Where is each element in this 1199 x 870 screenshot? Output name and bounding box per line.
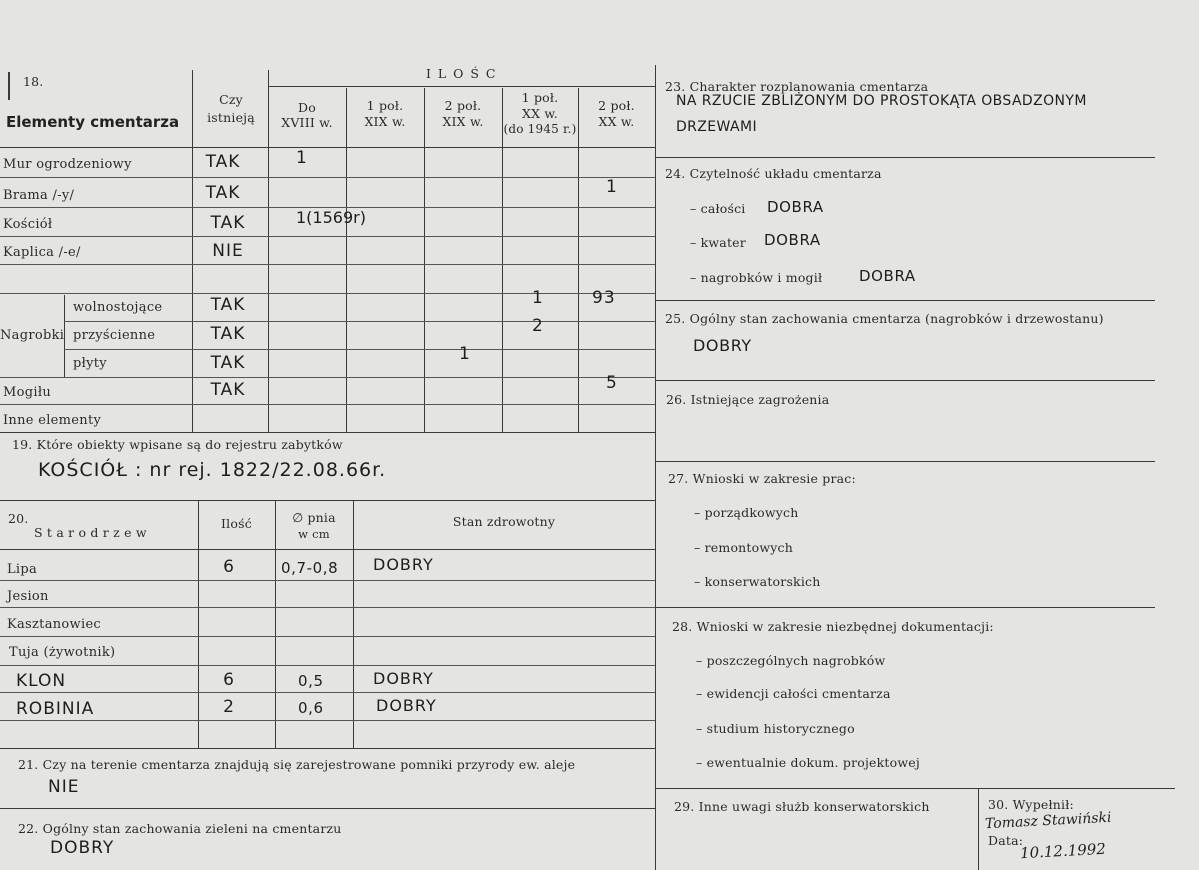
s18-row-label: Inne elementy	[3, 413, 102, 428]
s18-qty-cell: 1	[459, 344, 471, 364]
s20-row-rule	[0, 607, 655, 608]
s20-col-divider	[353, 500, 354, 748]
s23-label: 23. Charakter rozplanowania cmentarza	[665, 79, 929, 94]
s18-period-3-l2: XIX w.	[442, 114, 484, 129]
s18-row-label: płyty	[73, 356, 107, 371]
s20-header-rule	[0, 549, 655, 550]
s24-label: 24. Czytelność układu cmentarza	[665, 166, 882, 181]
s20-row-rule	[0, 580, 655, 581]
s18-period-4-l2: XX w.	[522, 106, 558, 121]
s18-row-rule	[0, 377, 655, 378]
s27-bottom-rule	[655, 607, 1155, 608]
s20-tree-name: Kasztanowiec	[7, 617, 102, 632]
s28-bottom-rule	[655, 788, 1175, 789]
s18-row-rule	[0, 177, 655, 178]
s23-bottom-rule	[655, 157, 1155, 158]
s28-item: – ewentualnie dokum. projektowej	[696, 755, 920, 770]
s18-ilosc-heading: I L O Ś C	[425, 66, 497, 81]
s20-tree-name: Tuja (żywotnik)	[9, 645, 116, 660]
s27-label: 27. Wnioski w zakresie prac:	[668, 471, 856, 486]
s20-count: 2	[223, 697, 235, 717]
s30-date-value: 10.12.1992	[1019, 839, 1107, 863]
s20-health: DOBRY	[376, 696, 437, 715]
s18-bottom-rule	[0, 432, 655, 433]
s18-exists-value: TAK	[205, 152, 241, 172]
s20-col-diameter-l1: ∅ pnia	[292, 510, 336, 525]
s18-row-label: wolnostojące	[73, 300, 163, 315]
s19-bottom-rule	[0, 500, 655, 501]
s20-count: 6	[223, 670, 235, 690]
s20-number: 20.	[8, 511, 29, 526]
s30-label: 30. Wypełnił:	[988, 797, 1074, 812]
s24-item-value: DOBRA	[764, 231, 821, 249]
s24-item-label: – nagrobków i mogił	[690, 270, 823, 285]
s29-label: 29. Inne uwagi służb konserwatorskich	[674, 799, 930, 814]
s22-value: DOBRY	[50, 838, 115, 858]
s18-exists-value: TAK	[205, 183, 241, 203]
s20-row-rule	[0, 665, 655, 666]
s24-bottom-rule	[655, 300, 1155, 301]
s18-period-4-l3: (do 1945 r.)	[503, 122, 577, 136]
s21-bottom-rule	[0, 808, 655, 809]
s20-row-rule	[0, 692, 655, 693]
s18-col-divider	[502, 88, 503, 432]
s18-exists-value: TAK	[210, 295, 246, 315]
s18-qty-cell: 5	[606, 373, 618, 393]
s28-item: – studium historycznego	[696, 721, 855, 736]
s20-col-diameter-l2: w cm	[298, 527, 330, 541]
s18-period-2-l2: XIX w.	[364, 114, 406, 129]
s24-item-label: – kwater	[690, 235, 746, 250]
s18-qty-cell: 1	[532, 288, 544, 308]
s23-value-line2: DRZEWAMI	[676, 119, 758, 135]
s20-diameter: 0,7-0,8	[281, 559, 339, 577]
s18-exists-value: TAK	[210, 324, 246, 344]
s18-margin-mark	[8, 72, 10, 100]
s28-item: – poszczególnych nagrobków	[696, 653, 886, 668]
s18-col-divider	[578, 88, 579, 432]
s25-bottom-rule	[655, 380, 1155, 381]
center-divider	[655, 65, 656, 870]
s27-item: – konserwatorskich	[694, 574, 821, 589]
s18-row-label: Mur ogrodzeniowy	[3, 157, 132, 172]
s18-ilosc-rule	[268, 86, 655, 87]
s18-row-rule	[0, 264, 655, 265]
s18-period-4-l1: 1 poł.	[521, 90, 559, 105]
s24-item-value: DOBRA	[767, 198, 824, 216]
s18-qty-cell: 93	[592, 288, 616, 308]
s20-health: DOBRY	[373, 669, 434, 688]
s21-label: 21. Czy na terenie cmentarza znajdują się zarejestrowane pomniki przyrody ew. aleje	[18, 757, 576, 772]
s20-tree-name: ROBINIA	[16, 699, 95, 719]
s20-tree-name: Jesion	[7, 589, 49, 604]
s18-period-3-l1: 2 poł.	[444, 98, 482, 113]
s19-value: KOŚCIÓŁ : nr rej. 1822/22.08.66r.	[38, 459, 387, 481]
s18-exists-value: TAK	[210, 353, 246, 373]
s29-s30-divider	[978, 788, 979, 870]
s18-exists-value: TAK	[210, 380, 246, 400]
s18-row-rule	[0, 404, 655, 405]
s18-row-label: Kaplica /-e/	[3, 245, 81, 260]
s20-row-rule	[0, 720, 655, 721]
s18-row-rule	[0, 236, 655, 237]
s20-tree-name: Lipa	[7, 562, 38, 577]
s18-row-label: Brama /-y/	[3, 188, 75, 203]
s20-tree-name: KLON	[16, 671, 67, 691]
s26-label: 26. Istniejące zagrożenia	[666, 392, 830, 407]
s27-item: – remontowych	[694, 540, 793, 555]
s20-row-rule	[0, 636, 655, 637]
s21-value: NIE	[48, 777, 80, 797]
s19-label: 19. Które obiekty wpisane są do rejestru zabytków	[12, 437, 343, 452]
s18-period-5-l2: XX w.	[598, 114, 635, 129]
s18-number: 18.	[23, 74, 44, 89]
s18-col-exists-l2: istnieją	[207, 110, 255, 125]
s18-exists-value: TAK	[210, 213, 246, 233]
s18-row-rule	[0, 293, 655, 294]
s30-signature: Tomasz Stawiński	[984, 809, 1112, 833]
s26-bottom-rule	[655, 461, 1155, 462]
s27-item: – porządkowych	[694, 505, 799, 520]
s18-row-rule	[64, 349, 655, 350]
s18-row-label: Kościół	[3, 217, 53, 232]
s20-diameter: 0,5	[298, 672, 324, 690]
s18-row-label: Mogiłu	[3, 385, 52, 400]
s30-date-label: Data:	[988, 833, 1024, 848]
s18-qty-cell: 2	[532, 316, 544, 336]
s18-title: Elementy cmentarza	[6, 113, 180, 131]
s20-title: S t a r o d r z e w	[34, 525, 147, 540]
s18-period-1-l1: Do	[298, 100, 316, 115]
s18-col-divider	[424, 88, 425, 432]
s18-qty-cell: 1	[606, 177, 618, 197]
s18-col-divider	[346, 88, 347, 432]
s20-col-health: Stan zdrowotny	[452, 514, 556, 529]
s18-qty-cell: 1	[296, 148, 308, 168]
s20-col-count: Ilość	[221, 516, 252, 531]
s28-label: 28. Wnioski w zakresie niezbędnej dokumentacji:	[672, 619, 994, 634]
s18-header-rule	[0, 147, 655, 148]
s25-label: 25. Ogólny stan zachowania cmentarza (nagrobków i drzewostanu)	[665, 311, 1104, 326]
s18-period-5-l1: 2 poł.	[598, 98, 635, 113]
s22-label: 22. Ogólny stan zachowania zieleni na cmentarzu	[18, 821, 342, 836]
s20-health: DOBRY	[373, 555, 434, 574]
s24-item-value: DOBRA	[859, 267, 916, 285]
s18-row-rule	[64, 321, 655, 322]
s25-value: DOBRY	[693, 336, 752, 355]
s18-col-exists-l1: Czy	[219, 92, 243, 107]
s18-period-2-l1: 1 poł.	[366, 98, 404, 113]
s18-group-nagrobki: Nagrobki	[0, 328, 65, 343]
s18-qty-cell: 1(1569r)	[296, 208, 366, 227]
s18-row-label: przyścienne	[73, 328, 156, 343]
s24-item-label: – całości	[690, 201, 746, 216]
s18-period-1-l2: XVIII w.	[281, 115, 333, 130]
s20-diameter: 0,6	[298, 699, 324, 717]
s23-value-line1: NA RZUCIE ZBLIŻONYM DO PROSTOKĄTA OBSADZONYM	[676, 93, 1087, 109]
s20-count: 6	[223, 557, 235, 577]
s18-exists-value: NIE	[212, 241, 244, 261]
s28-item: – ewidencji całości cmentarza	[696, 686, 891, 701]
s20-bottom-rule	[0, 748, 655, 749]
